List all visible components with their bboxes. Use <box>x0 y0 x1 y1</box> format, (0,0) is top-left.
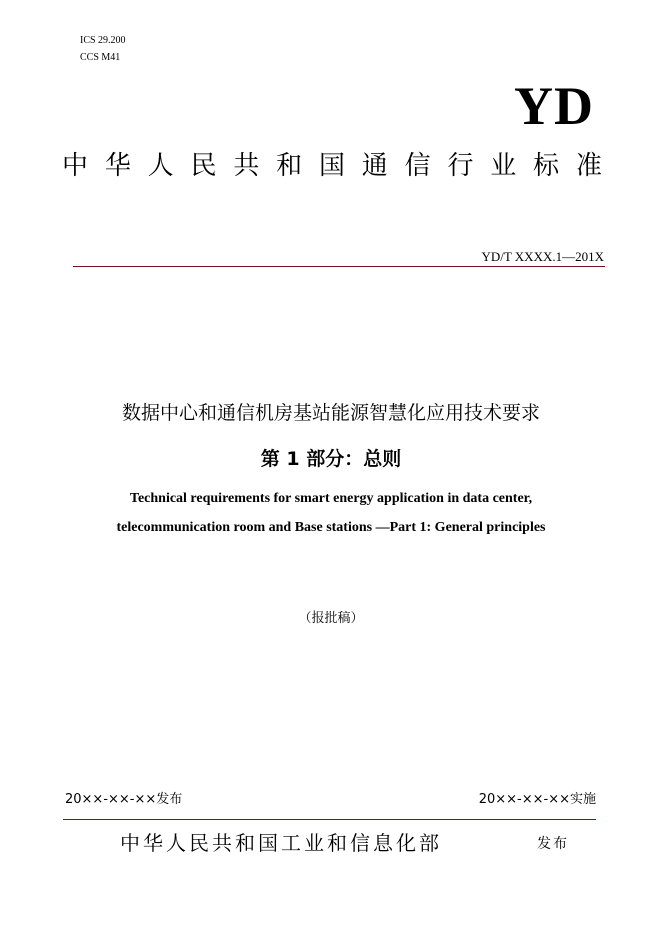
yd-logo: YD <box>514 76 594 136</box>
heading-char: 人 <box>147 151 174 181</box>
heading-char: 中 <box>62 151 89 181</box>
top-divider <box>73 266 605 267</box>
document-title-english-line1: Technical requirements for smart energy application in data center, <box>129 491 533 506</box>
issued-label: 发布 <box>537 836 569 852</box>
heading-char: 标 <box>533 151 560 181</box>
bottom-divider <box>63 819 596 820</box>
heading-char: 共 <box>233 151 260 181</box>
heading-char: 民 <box>190 151 217 181</box>
publish-date: 20××-××-××发布 <box>65 792 183 807</box>
issuing-ministry: 中华人民共和国工业和信息化部 <box>120 831 442 855</box>
heading-char: 国 <box>318 151 345 181</box>
heading-char: 和 <box>276 151 303 181</box>
ccs-code: CCS M41 <box>80 52 121 63</box>
heading-char: 行 <box>447 151 474 181</box>
heading-char: 通 <box>361 151 388 181</box>
heading-char: 华 <box>104 151 131 181</box>
implement-date: 20××-××-××实施 <box>478 792 596 807</box>
ics-code: ICS 29.200 <box>80 35 126 46</box>
heading-char: 信 <box>404 151 431 181</box>
document-title-chinese: 数据中心和通信机房基站能源智慧化应用技术要求 <box>121 402 540 424</box>
heading-char: 业 <box>490 151 517 181</box>
document-part-title: 第 1 部分：总则 <box>260 448 402 470</box>
draft-status: （报批稿） <box>298 611 364 626</box>
standard-number: YD/T XXXX.1—201X <box>481 249 604 264</box>
document-title-english-line2: telecommunication room and Base stations —Part 1: General principles <box>116 520 546 535</box>
industry-standard-heading <box>62 148 602 184</box>
heading-char: 准 <box>575 151 602 181</box>
